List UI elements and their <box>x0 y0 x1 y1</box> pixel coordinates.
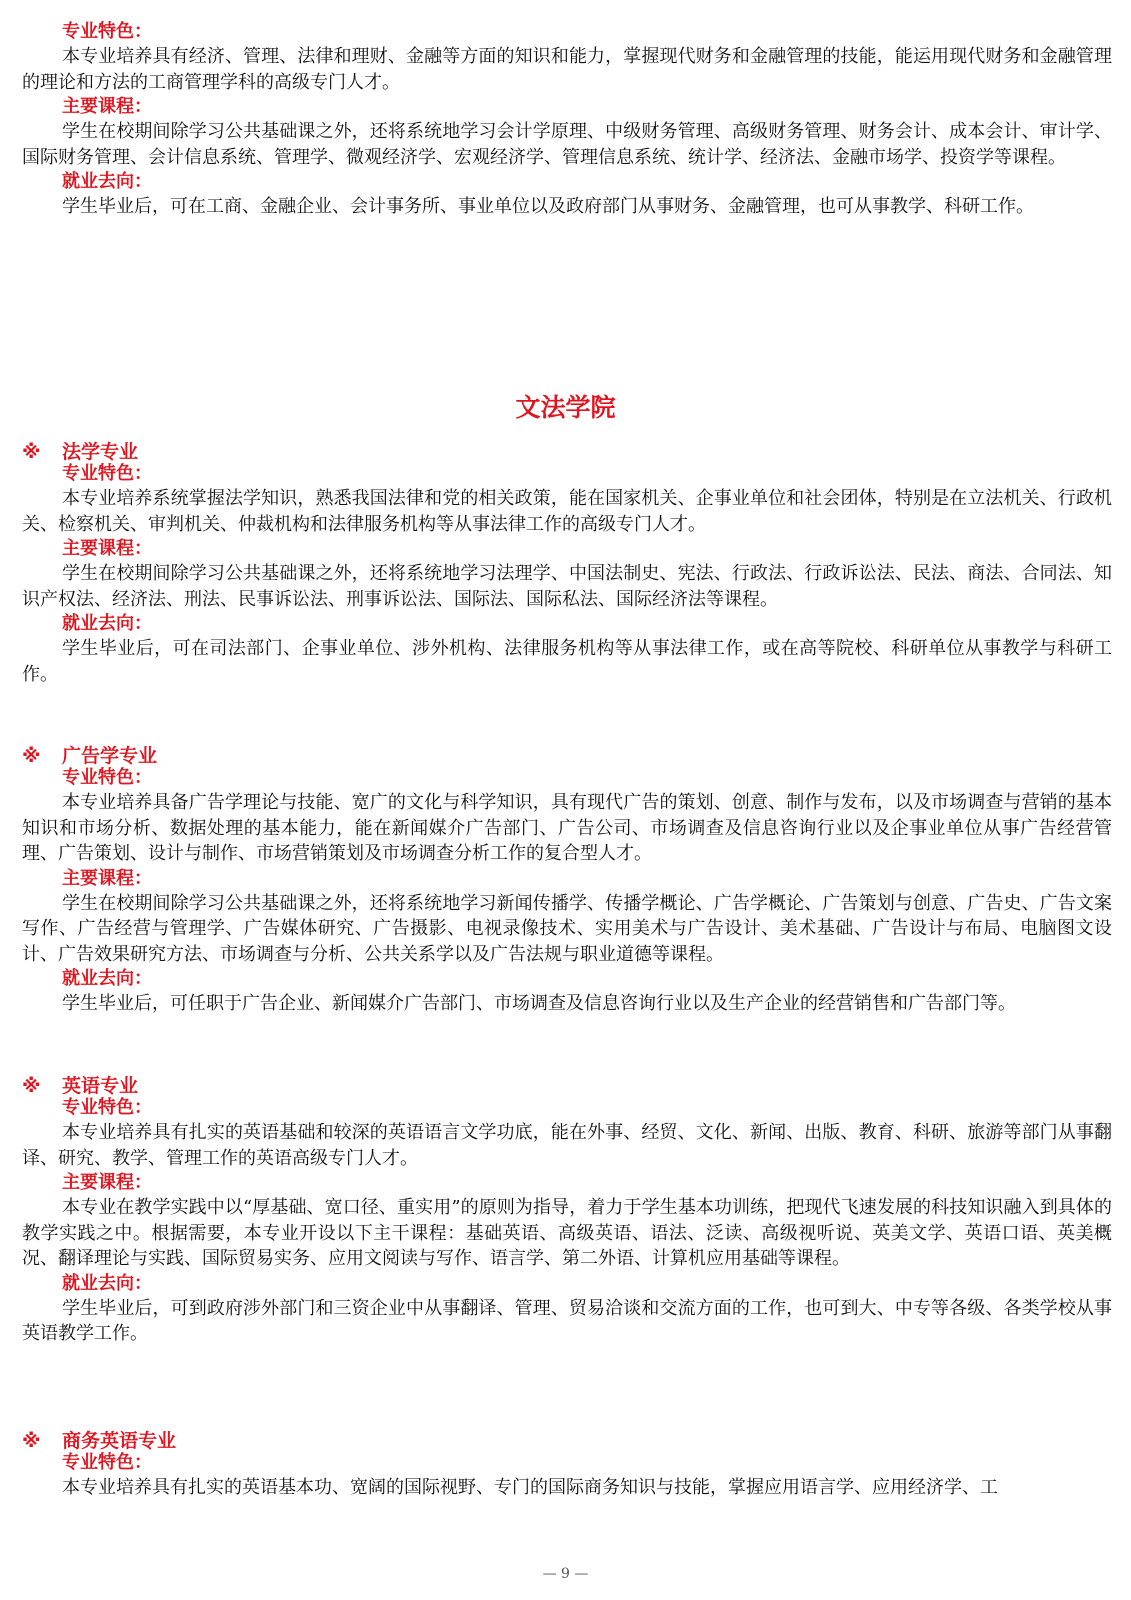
courses-text: 学生在校期间除学习公共基础课之外，还将系统地学习会计学原理、中级财务管理、高级财务管理、财务会计、成本会计、审计学、国际财务管理、会计信息系统、管理学、微观经济学、宏观经济学、管理信息系统、统计学、经济法、金融市场学、投资学等课程。 <box>22 121 1112 168</box>
courses-text: 本专业在教学实践中以“厚基础、宽口径、重实用”的原则为指导，着力于学生基本功训练，把现代飞速发展的科技知识融入到具体的教学实践之中。根据需要，本专业开设以下主干课程：基础英语、高级英语、语法、泛读、高级视听说、英美文学、英语口语、英美概况、翻译理论与实践、国际贸易实务、应用文阅读与写作、语言学、第二外语、计算机应用基础等课程。 <box>22 1197 1112 1269</box>
feature-label: 专业特色： <box>62 463 152 484</box>
english-major-section <box>22 1096 1112 1347</box>
feature-text: 本专业培养具有经济、管理、法律和理财、金融等方面的知识和能力，掌握现代财务和金融管理的技能，能运用现代财务和金融管理的理论和方法的工商管理学科的高级专门人才。 <box>22 46 1112 93</box>
feature-label: 专业特色： <box>62 1452 152 1473</box>
feature-label: 专业特色： <box>62 21 152 42</box>
career-label: 就业去向： <box>62 968 152 989</box>
feature-text: 本专业培养具有扎实的英语基础和较深的英语语言文学功底，能在外事、经贸、文化、新闻、出版、教育、科研、旅游等部门从事翻译、研究、教学、管理工作的英语高级专门人才。 <box>22 1122 1112 1169</box>
major-heading-english <box>22 1071 138 1098</box>
reference-mark: ※ <box>22 1430 41 1452</box>
major-title: 法学专业 <box>62 441 139 463</box>
department-heading: 文法学院 <box>515 393 616 422</box>
continued-major-section <box>22 20 1112 220</box>
feature-label: 专业特色： <box>62 767 152 788</box>
page-number: — 9 — <box>542 1566 589 1582</box>
major-title: 英语专业 <box>62 1075 139 1097</box>
career-label: 就业去向： <box>62 1272 152 1294</box>
major-heading-advertising <box>22 741 157 768</box>
courses-label: 主要课程： <box>62 538 152 559</box>
major-heading-law <box>22 437 138 464</box>
reference-mark: ※ <box>22 1075 41 1097</box>
courses-label: 主要课程： <box>62 96 152 117</box>
feature-text: 本专业培养系统掌握法学知识，熟悉我国法律和党的相关政策，能在国家机关、企事业单位和社会团体，特别是在立法机关、行政机关、检察机关、审判机关、仲裁机构和法律服务机构等从事法律工作的高级专门人才。 <box>22 488 1112 535</box>
major-title: 广告学专业 <box>62 745 158 767</box>
feature-text: 本专业培养具有扎实的英语基本功、宽阔的国际视野、专门的国际商务知识与技能，掌握应用语言学、应用经济学、工 <box>62 1477 998 1498</box>
career-text: 学生毕业后，可到政府涉外部门和三资企业中从事翻译、管理、贸易洽谈和交流方面的工作，也可到大、中专等各级、各类学校从事英语教学工作。 <box>22 1297 1112 1344</box>
career-label: 就业去向： <box>62 613 152 634</box>
courses-label: 主要课程： <box>62 1172 152 1193</box>
career-label: 就业去向： <box>62 171 152 192</box>
career-text: 学生毕业后，可任职于广告企业、新闻媒介广告部门、市场调查及信息咨询行业以及生产企业的经营销售和广告部门等。 <box>62 993 1016 1014</box>
feature-text: 本专业培养具备广告学理论与技能、宽广的文化与科学知识，具有现代广告的策划、创意、制作与发布，以及市场调查与营销的基本知识和市场分析、数据处理的基本能力，能在新闻媒介广告部门、广告公司、市场调查及信息咨询行业以及企事业单位从事广告经营管理、广告策划、设计与制作、市场营销策划及市场调查分析工作的复合型人才。 <box>22 792 1112 864</box>
feature-label: 专业特色： <box>62 1097 152 1118</box>
law-major-section <box>22 462 1112 687</box>
major-title: 商务英语专业 <box>62 1430 177 1452</box>
advertising-major-section <box>22 766 1112 1017</box>
reference-mark: ※ <box>22 441 41 463</box>
courses-label: 主要课程： <box>62 867 152 889</box>
business-english-major-section <box>22 1451 1112 1501</box>
courses-text: 学生在校期间除学习公共基础课之外，还将系统地学习法理学、中国法制史、宪法、行政法、行政诉讼法、民法、商法、合同法、知识产权法、经济法、刑法、民事诉讼法、刑事诉讼法、国际法、国际私法、国际经济法等课程。 <box>22 563 1112 610</box>
career-text: 学生毕业后，可在司法部门、企事业单位、涉外机构、法律服务机构等从事法律工作，或在高等院校、科研单位从事教学与科研工作。 <box>22 638 1112 685</box>
major-heading-business-english <box>22 1426 176 1453</box>
courses-text: 学生在校期间除学习公共基础课之外，还将系统地学习新闻传播学、传播学概论、广告学概论、广告策划与创意、广告史、广告文案写作、广告经营与管理学、广告媒体研究、广告摄影、电视录像技术、实用美术与广告设计、美术基础、广告设计与布局、电脑图文设计、广告效果研究方法、市场调查与分析、公共关系学以及广告法规与职业道德等课程。 <box>22 892 1112 965</box>
reference-mark: ※ <box>22 745 41 767</box>
career-text: 学生毕业后，可在工商、金融企业、会计事务所、事业单位以及政府部门从事财务、金融管理，也可从事教学、科研工作。 <box>62 196 1034 217</box>
